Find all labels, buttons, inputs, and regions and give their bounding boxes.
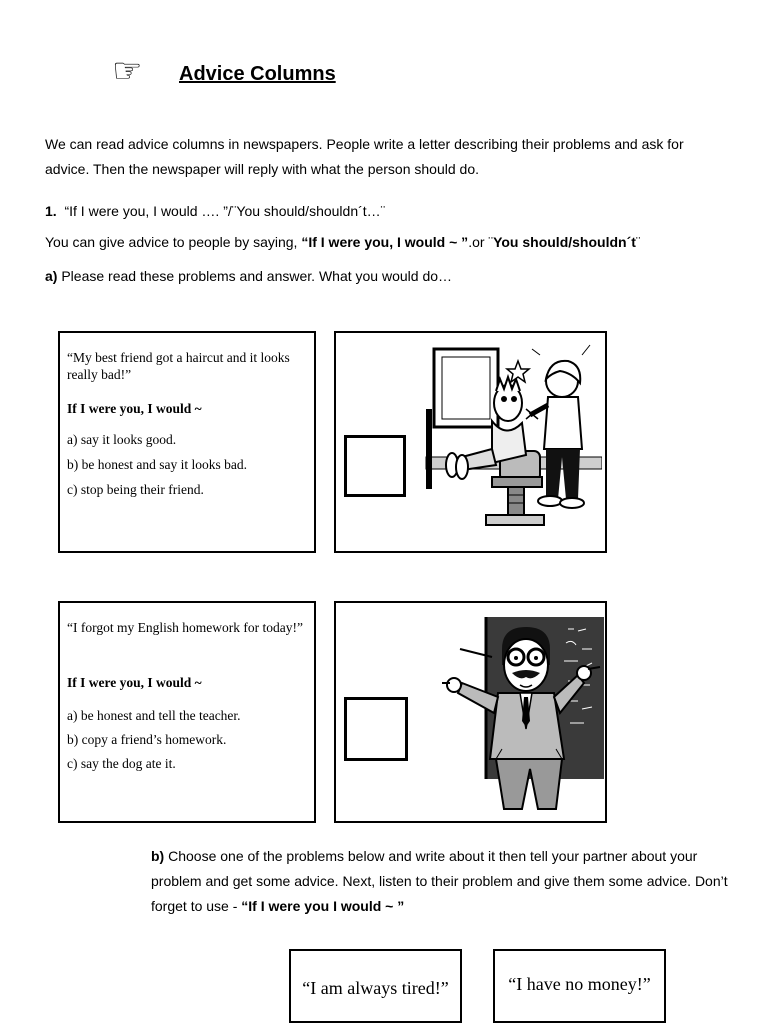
option-b: b) copy a friend’s homework. [67,732,227,747]
give-advice-phrase-1: “If I were you, I would ~ ” [301,234,469,250]
problem-quote: “I forgot my English homework for today!” [67,620,303,635]
illustration-panel-haircut [334,331,607,553]
part-b-label: b) [151,848,165,864]
option-b: b) be honest and say it looks bad. [67,457,247,472]
intro-line-2: advice. Then the newspaper will reply with what the person should do. [45,161,479,177]
part-b-text-1: Choose one of the problems below and write about it then tell your partner about your [164,848,698,864]
advice-stem: If I were you, I would ~ [67,401,202,416]
page-title: Advice Columns [179,63,336,85]
problem-box-tired[interactable] [289,949,462,1023]
problem-text-money: “I have no money!” [508,974,651,994]
problem-card-haircut [58,331,316,553]
advice-stem: If I were you, I would ~ [67,675,202,690]
part-b-text-3: forget to use - [151,898,242,914]
haircut-illustration [422,339,602,545]
teacher-illustration [432,609,604,817]
give-advice-line [45,230,641,255]
part-a-text: Please read these problems and answer. What you would do… [57,268,453,284]
part-a-label: a) [45,268,58,284]
illustration-panel-homework [334,601,607,823]
option-c: c) stop being their friend. [67,482,204,497]
problem-box-money[interactable] [493,949,666,1023]
give-advice-mid: .or ¨ [468,234,494,250]
problem-quote: “My best friend got a haircut and it looks really bad!” [67,350,290,382]
give-advice-pre: You can give advice to people by saying, [45,234,302,250]
option-a: a) be honest and tell the teacher. [67,708,241,723]
part-a-instruction [45,264,452,289]
section-1-heading [45,199,385,224]
give-advice-end: ¨ [635,234,641,250]
problem-card-homework [58,601,316,823]
section-number: 1. [45,203,57,219]
part-b-line-2: problem and get some advice. Next, listen to their problem and give them some advice. Don’t [151,873,728,889]
part-b-phrase: “If I were you I would ~ ” [241,898,405,914]
answer-box[interactable] [344,697,408,761]
option-a: a) say it looks good. [67,432,177,447]
give-advice-phrase-2: You should/shouldn´t [493,234,636,250]
part-b-line-3 [151,894,404,919]
option-c: c) say the dog ate it. [67,756,176,771]
section-heading-text: “If I were you, I would …. ”/¨You should/shouldn´t…¨ [64,203,386,219]
problem-text-tired: “I am always tired!” [302,978,449,998]
pointing-hand-icon: ☞ [112,51,143,91]
answer-box[interactable] [344,435,406,497]
part-b-line-1 [151,844,697,869]
intro-line-1: We can read advice columns in newspapers. People write a letter describing their problems and ask for [45,136,684,152]
